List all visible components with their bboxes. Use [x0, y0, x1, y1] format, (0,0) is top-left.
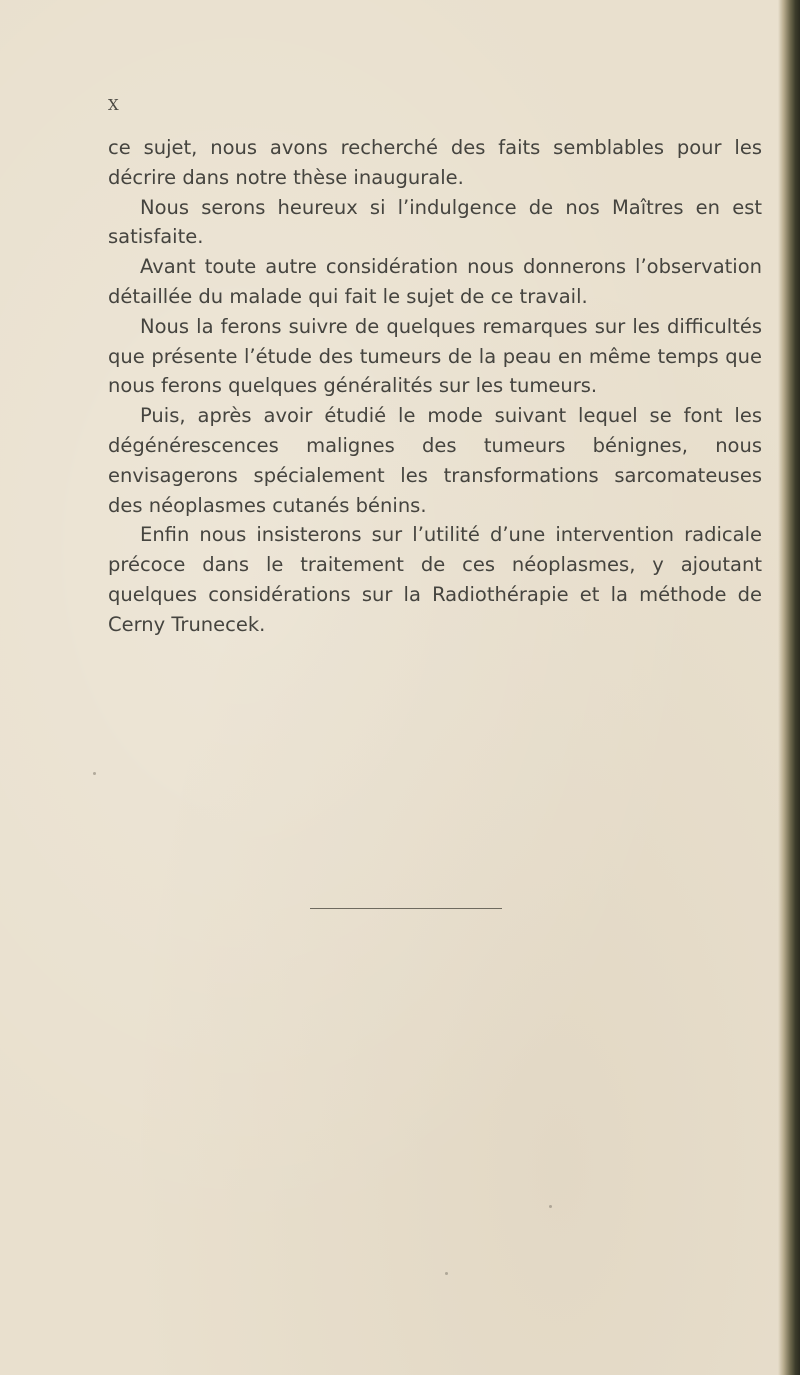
paragraph-indulgence: Nous serons heureux si l’indulgence de nos Maîtres en est satisfaite.: [108, 195, 762, 249]
body-text: [108, 133, 762, 640]
paragraph-intervention: Enfin nous insisterons sur l’utilité d’une intervention radicale précoce dans le traitement de ces néoplasmes, y ajoutant quelques considérations sur la Radiothérapie et la méthode de Cerny Trunecek.: [108, 523, 762, 636]
paragraph-degenerescences: Puis, après avoir étudié le mode suivant lequel se font les dégénérescences malignes des tumeurs bénignes, nous envisagerons spécialement les transformations sarcomateuses des néoplasmes cutanés bénins.: [108, 404, 762, 517]
paragraph-remarques: Nous la ferons suivre de quelques remarques sur les difficultés que présente l’étude des tumeurs de la peau en même temps que nous ferons quelques généralités sur les tumeurs.: [108, 314, 762, 398]
page-number: X: [108, 96, 119, 114]
paper-speck: [445, 1272, 448, 1275]
book-binding-edge: [778, 0, 800, 1375]
paragraph-observation: Avant toute autre considération nous donnerons l’observation détaillée du malade qui fait le sujet de ce travail.: [108, 255, 762, 308]
paper-speck: [93, 772, 96, 775]
paper-speck: [549, 1205, 552, 1208]
section-divider-rule: [310, 908, 502, 909]
paragraph-continuation: ce sujet, nous avons recherché des faits semblables pour les décrire dans notre thèse inaugurale.: [108, 136, 762, 189]
